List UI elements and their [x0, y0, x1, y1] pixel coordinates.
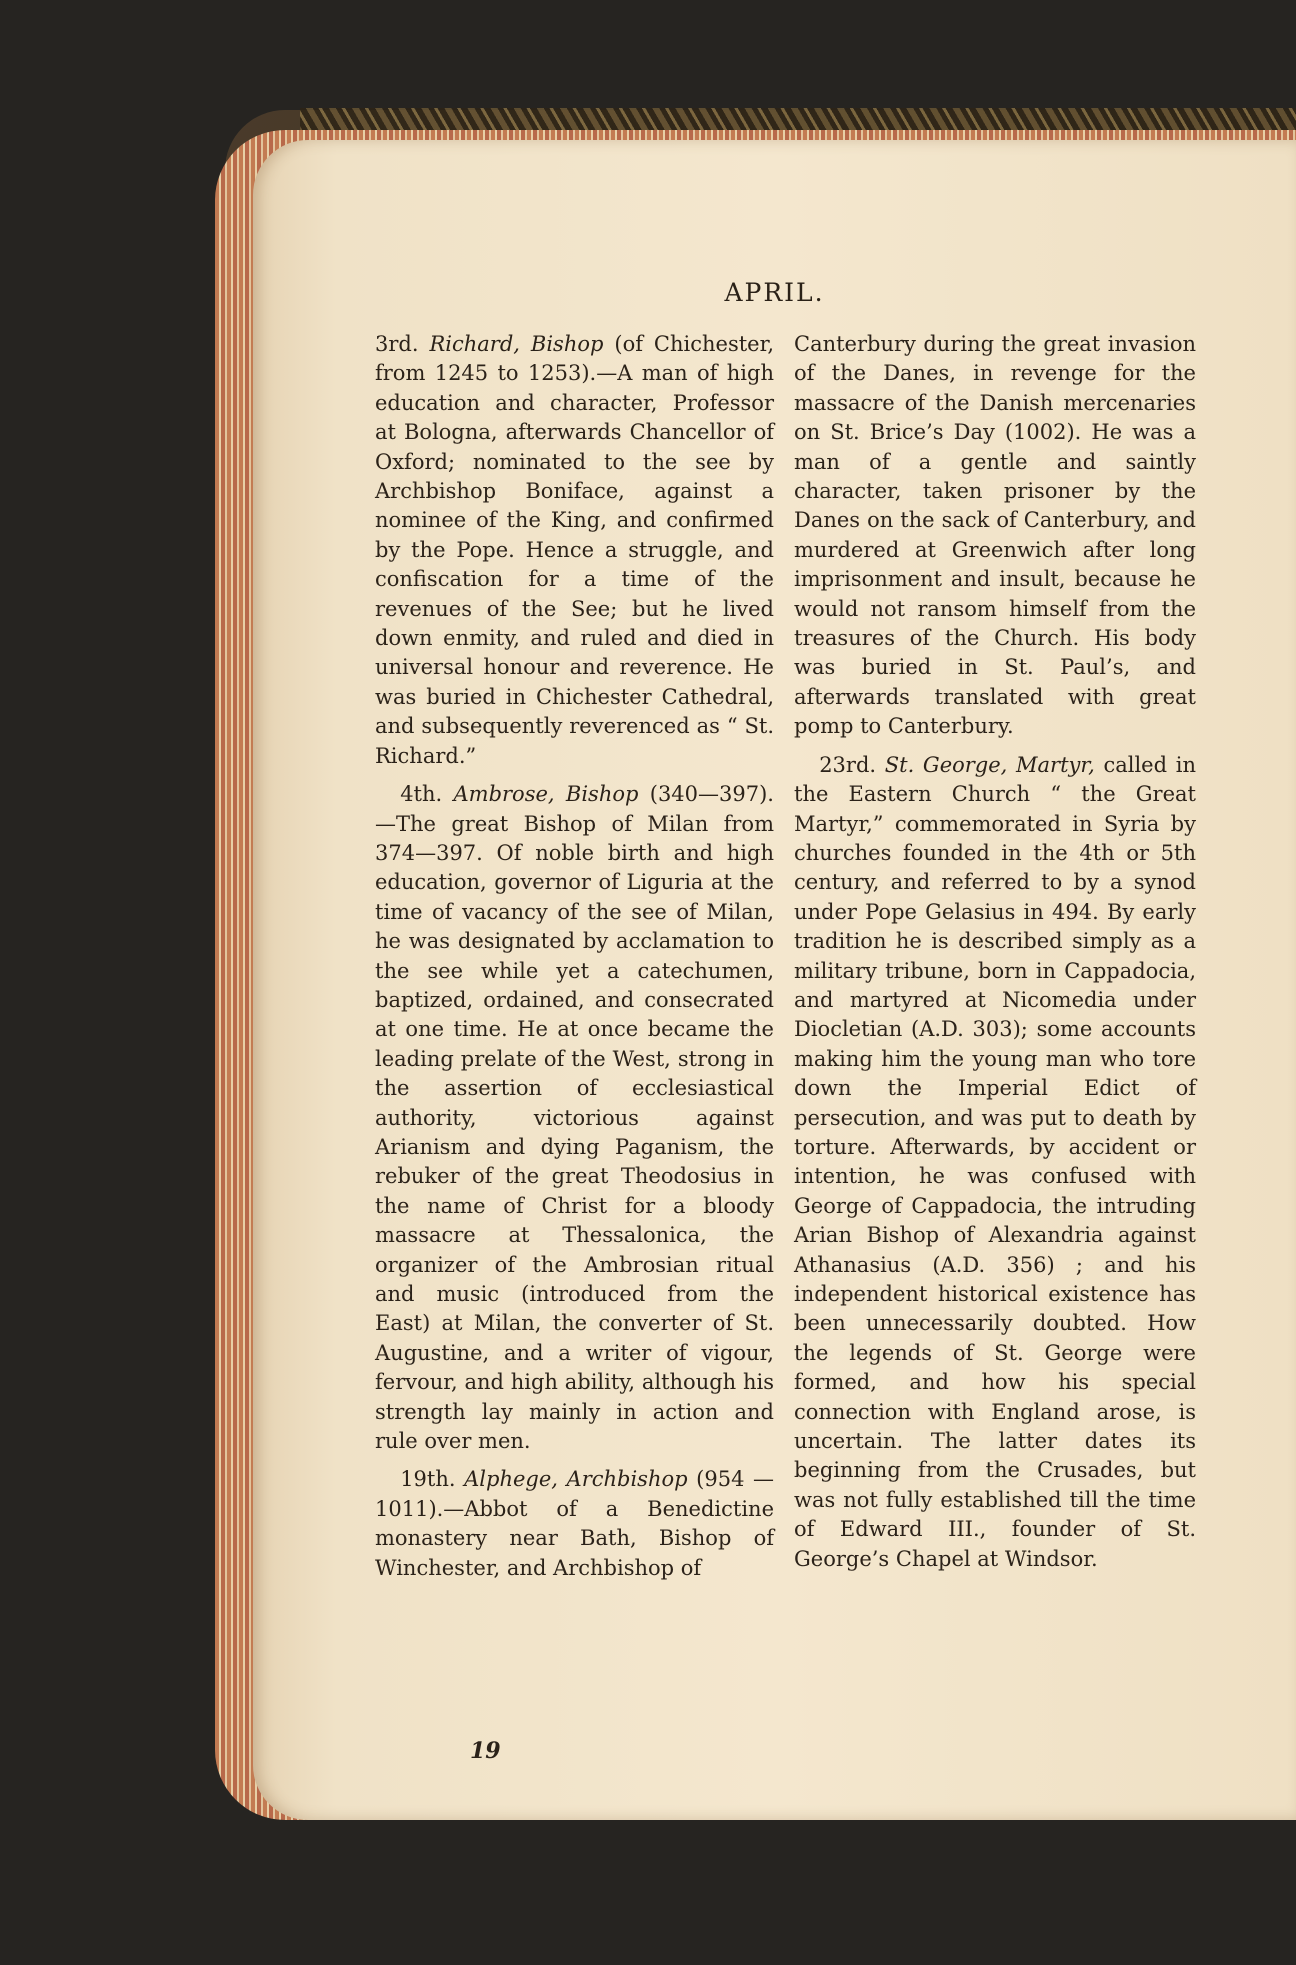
entry-text: (of Chichester, from 1245 to 1253).—A man of high education and character, Professor at Bologna, afterwards Chancellor of Oxford; nominated to the see by Archbishop Boniface, against a nominee of the King, and confirmed by the Pope. Hence a struggle, and confiscation for a time of the revenues of the See; but he lived down enmity, and ruled and died in universal honour and reverence. He was buried in Chichester Cathedral, and subsequently reverenced as “ St. Richard.” [375, 332, 774, 768]
entry-alphege-continued [794, 330, 1196, 742]
left-column [375, 330, 774, 1592]
entry-date: 4th. [400, 782, 443, 807]
entry-text: called in the Eastern Church “ the Great Martyr,” commemorated in Syria by churches founded in the 4th or 5th century, and referred to by a synod under Pope Gelasius in 494. By early tradition he is described simply as a military tribune, born in Cappadocia, and martyred at Nicomedia under Diocletian (A.D. 303); some accounts making him the young man who tore down the Imperial Edict of persecution, and was put to death by torture. Afterwards, by accident or intention, he was confused with George of Cappadocia, the intruding Arian Bishop of Alexandria against Athanasius (A.D. 356) ; and his independent historical existence has been unnecessarily doubted. How the legends of St. George were formed, and how his special connection with England arose, is uncertain. The latter dates its beginning from the Crusades, but was not fully established till the time of Edward III., founder of St. George’s Chapel at Windsor. [794, 752, 1196, 1571]
saint-name: Alphege, Archbishop [464, 1467, 688, 1492]
saint-name: Richard, Bishop [429, 332, 604, 356]
entry-alphege [375, 1465, 774, 1583]
entry-date: 19th. [400, 1467, 456, 1492]
entry-text: (954 —1011).—Abbot of a Benedictine monastery near Bath, Bishop of Winchester, and Archbishop of [375, 1467, 774, 1580]
entry-date: 3rd. [375, 332, 419, 356]
entry-ambrose [375, 780, 774, 1456]
saint-name: St. George, Martyr, [884, 752, 1095, 777]
entry-text: (340—397). —The great Bishop of Milan from 374—397. Of noble birth and high education, governor of Liguria at the time of vacancy of the see of Milan, he was designated by acclamation to the see while yet a catechumen, baptized, ordained, and consecrated at one time. He at once became the leading prelate of the West, strong in the assertion of ecclesiastical authority, victorious against Arianism and dying Paganism, the rebuker of the great Theodosius in the name of Christ for a bloody massacre at Thessalonica, the organizer of the Ambrosian ritual and music (introduced from the East) at Milan, the converter of St. Augustine, and a writer of vigour, fervour, and high ability, although his strength lay mainly in action and rule over men. [375, 782, 774, 1454]
entry-george [794, 751, 1196, 1574]
page-header: APRIL. [724, 278, 825, 307]
right-column [794, 330, 1196, 1583]
entry-text: Canterbury during the great invasion of the Danes, in revenge for the massacre of the Danish mercenaries on St. Brice’s Day (1002). He was a man of a gentle and saintly character, taken prisoner by the Danes on the sack of Canterbury, and murdered at Greenwich after long imprisonment and insult, because he would not ransom himself from the treasures of the Church. His body was buried in St. Paul’s, and afterwards translated with great pomp to Canterbury. [794, 332, 1196, 739]
book-page [253, 140, 1296, 1820]
page-number: 19 [470, 1738, 501, 1764]
page-content [253, 140, 1296, 1820]
entry-date: 23rd. [819, 752, 877, 777]
entry-richard [375, 330, 774, 771]
saint-name: Ambrose, Bishop [453, 782, 639, 807]
